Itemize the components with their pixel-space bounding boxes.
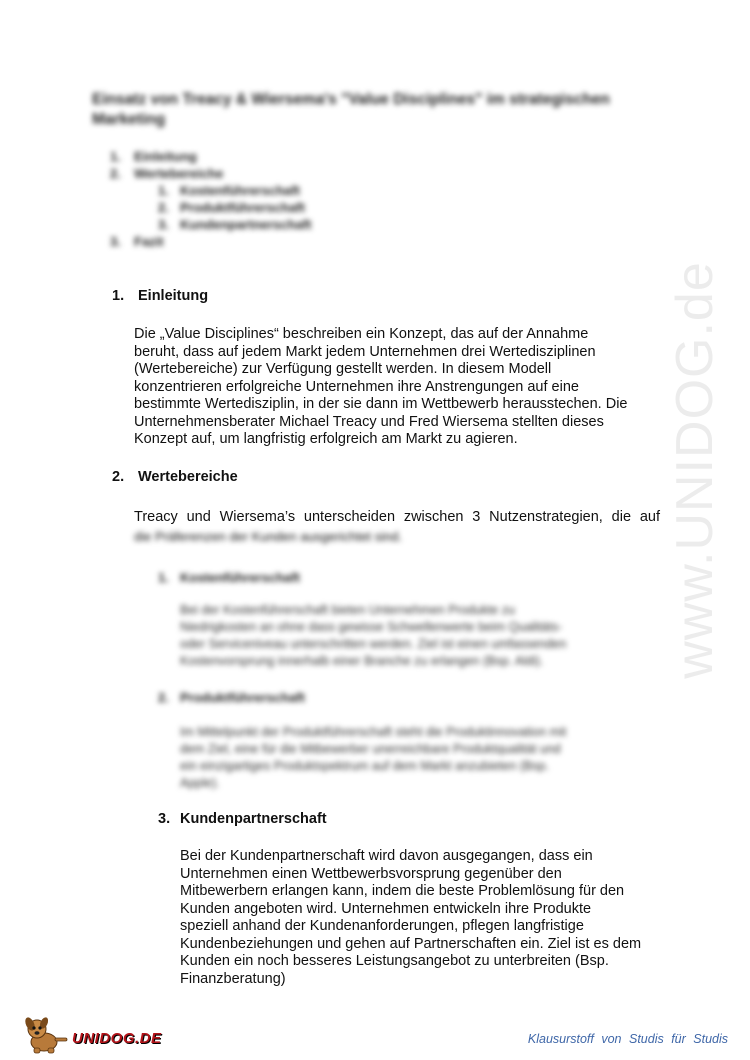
toc-number: 2. bbox=[158, 200, 169, 215]
text-line: Unternehmensberater Michael Treacy und Fred Wiersema stellten dieses bbox=[134, 413, 604, 430]
section-heading-wertebereiche bbox=[112, 469, 238, 485]
section-heading-einleitung bbox=[112, 288, 208, 304]
subsection-title: Produktführerschaft bbox=[180, 690, 305, 705]
text-line: Konzept auf, um langfristig erfolgreich am Markt zu agieren. bbox=[134, 431, 518, 447]
paragraph-kostenfuehrerschaft bbox=[180, 602, 660, 670]
toc-number: 3. bbox=[158, 217, 169, 232]
toc-number: 2. bbox=[110, 166, 121, 181]
intro-line: Treacy und Wiersema’s unterscheiden zwischen 3 Nutzenstrategien, die auf bbox=[134, 509, 660, 525]
text-line: Kostenvorsprung innerhalb einer Branche zu erlangen (Bsp. Aldi). bbox=[180, 654, 544, 668]
text-line: beruht, dass auf jedem Markt jedem Unternehmen drei Wertedisziplinen bbox=[134, 343, 596, 360]
text-line: Finanzberatung) bbox=[180, 970, 286, 987]
text-line: Apple). bbox=[180, 776, 220, 790]
section-title: Einleitung bbox=[138, 288, 209, 304]
subsection-number: 1. bbox=[158, 570, 169, 585]
subsection-number: 3. bbox=[158, 811, 171, 827]
section-number: 2. bbox=[112, 469, 125, 485]
toc-number: 1. bbox=[158, 183, 169, 198]
text-line: konzentrieren erfolgreiche Unternehmen ihre Anstrengungen auf eine bbox=[134, 378, 579, 395]
paragraph-produktfuehrerschaft bbox=[180, 724, 660, 792]
text-line: Niedrigkosten an ohne dass gewisse Schwellenwerte beim Qualitäts- bbox=[180, 620, 563, 634]
text-line: Im Mittelpunkt der Produktführerschaft steht die Produktinnovation mit bbox=[180, 725, 567, 739]
text-line: Bei der Kundenpartnerschaft wird davon ausgegangen, dass ein bbox=[180, 848, 593, 864]
text-line: Kunden ein noch besseres Leistungsangebot zu unterbreiten (Bsp. bbox=[180, 953, 609, 969]
toc-label: Wertebereiche bbox=[134, 166, 224, 181]
text-line: Kunden angeboten wird. Unternehmen entwickeln ihre Produkte bbox=[180, 900, 592, 917]
toc-label: Kundenpartnerschaft bbox=[180, 217, 312, 232]
text-line: oder Serviceniveau unterschritten werden. Ziel ist einen umfassenden bbox=[180, 637, 567, 651]
text-line: dem Ziel, eine für die Mitbewerber unerreichbare Produktqualität und bbox=[180, 742, 561, 756]
toc-label: Fazit bbox=[134, 234, 164, 249]
section-number: 1. bbox=[112, 288, 125, 304]
toc-number: 3. bbox=[110, 234, 121, 249]
footer-slogan: Klausurstoff von Studis für Studis bbox=[527, 1032, 728, 1046]
toc-label: Produktführerschaft bbox=[180, 200, 305, 215]
text-line: ein einzigartiges Produktspektrum auf dem Markt anzubieten (Bsp. bbox=[180, 759, 549, 773]
document-title: Einsatz von Treacy & Wiersema's "Value Disciplines" im strategischen Marketing bbox=[92, 91, 610, 128]
text-line: speziell anhand der Kundenanforderungen, pflegen langfristige bbox=[180, 918, 584, 934]
paragraph-einleitung bbox=[134, 326, 674, 449]
toc-label: Einleitung bbox=[134, 149, 197, 164]
text-line: bestimmte Wertedisziplin, in der sie dann im Wettbewerb herausstechen. Die bbox=[134, 396, 628, 412]
unidog-logo bbox=[22, 1016, 182, 1054]
toc-number: 1. bbox=[110, 149, 121, 164]
text-line: Unternehmen einen Wettbewerbsvorsprung gegenüber den bbox=[180, 865, 562, 882]
text-line: (Wertebereiche) zur Verfügung gestellt werden. In diesem Modell bbox=[134, 361, 552, 377]
toc-label: Kostenführerschaft bbox=[180, 183, 300, 198]
section-title: Wertebereiche bbox=[138, 469, 238, 485]
subsection-heading-kostenfuehrerschaft bbox=[158, 570, 300, 585]
paragraph-kundenpartnerschaft bbox=[180, 848, 680, 988]
subsection-number: 2. bbox=[158, 690, 169, 705]
logo-text: UNIDOG.DE bbox=[72, 1030, 162, 1047]
watermark-text: www.UNIDOG.de bbox=[666, 261, 724, 679]
text-line: Bei der Kostenführerschaft bieten Unternehmen Produkte zu bbox=[180, 603, 515, 617]
dog-mascot-icon bbox=[22, 1016, 70, 1054]
text-line: Mitbewerbern erlangen kann, indem die beste Problemlösung für den bbox=[180, 883, 625, 899]
text-line: Kundenbeziehungen und gehen auf Partnerschaften ein. Ziel ist es dem bbox=[180, 935, 642, 952]
subsection-title: Kundenpartnerschaft bbox=[180, 811, 327, 827]
intro-line: die Präferenzen der Kunden ausgerichtet sind. bbox=[134, 529, 403, 544]
subsection-title: Kostenführerschaft bbox=[180, 570, 300, 585]
subsection-heading-kundenpartnerschaft bbox=[158, 811, 327, 827]
subsection-heading-produktfuehrerschaft bbox=[158, 690, 305, 705]
text-line: Die „Value Disciplines“ beschreiben ein Konzept, das auf der Annahme bbox=[134, 326, 589, 342]
